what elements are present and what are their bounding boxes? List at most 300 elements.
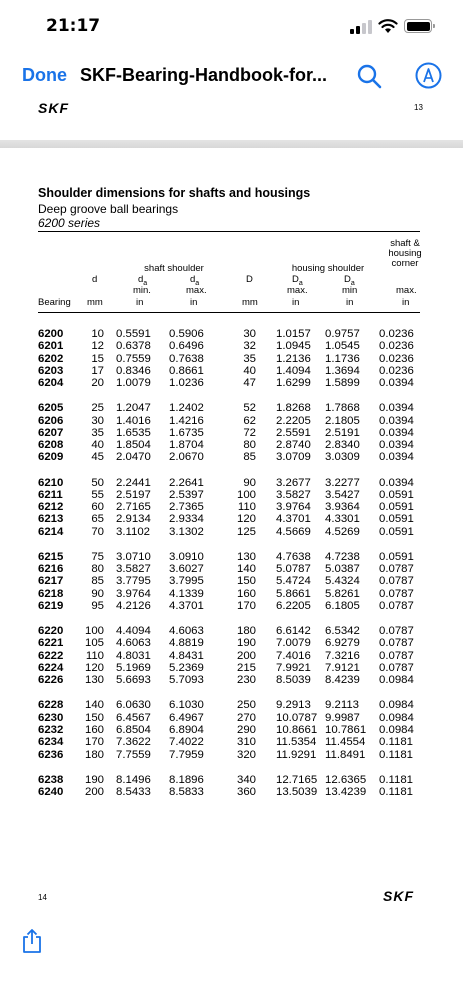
cell-shaft-da-max: 1.8704 <box>169 439 204 452</box>
cell-bore-d: 45 <box>91 451 104 464</box>
header-unit-in: in <box>402 297 410 308</box>
cell-shaft-da-min: 1.0079 <box>116 377 151 390</box>
cell-housing-Da-min: 2.8340 <box>325 439 360 452</box>
cell-housing-Da-max: 10.8661 <box>276 724 318 736</box>
cell-housing-Da-min: 11.4554 <box>325 736 366 749</box>
cell-bearing: 6213 <box>38 513 64 526</box>
skf-logo: SKF <box>383 888 414 904</box>
cell-outer-D: 110 <box>237 501 256 514</box>
cell-outer-D: 190 <box>236 637 256 650</box>
table-row <box>38 365 420 377</box>
table-row <box>38 353 420 365</box>
cell-housing-Da-min: 4.5269 <box>325 525 360 538</box>
table-row <box>38 588 420 600</box>
cell-housing-Da-max: 1.0945 <box>276 340 311 353</box>
table-row <box>38 774 420 786</box>
cell-housing-Da-max: 6.2205 <box>276 600 311 613</box>
cell-bore-d: 190 <box>84 773 104 786</box>
nav-bar <box>0 50 463 100</box>
cell-bore-d: 65 <box>91 513 104 526</box>
page-number: 14 <box>38 893 47 902</box>
cell-outer-D: 215 <box>236 662 256 675</box>
header-unit-mm: mm <box>87 297 103 308</box>
header-sub: a <box>350 279 355 287</box>
cell-bearing: 6219 <box>38 600 64 613</box>
pdf-page <box>0 148 463 920</box>
cell-shaft-da-max: 8.5833 <box>169 785 204 798</box>
cell-corner-max: 0.1181 <box>379 785 413 798</box>
cell-shaft-da-max: 6.8904 <box>169 724 204 736</box>
cell-outer-D: 180 <box>236 625 256 638</box>
cell-corner-max: 0.0984 <box>379 674 414 687</box>
cell-bore-d: 110 <box>85 649 104 662</box>
cell-shaft-da-min: 1.4016 <box>116 414 151 427</box>
cell-shaft-da-min: 4.6063 <box>116 637 151 650</box>
cell-housing-Da-min: 1.0545 <box>325 340 360 353</box>
cell-outer-D: 40 <box>243 364 256 377</box>
page-number: 13 <box>414 103 423 112</box>
page-divider <box>0 140 463 148</box>
table-row <box>38 563 420 575</box>
cell-housing-Da-max: 1.6299 <box>276 377 311 390</box>
wifi-icon <box>378 18 398 34</box>
cell-shaft-da-min: 3.1102 <box>116 525 150 538</box>
cell-housing-Da-max: 2.2205 <box>276 414 311 427</box>
cell-bore-d: 80 <box>91 563 104 576</box>
cell-corner-max: 0.0787 <box>379 637 414 650</box>
cellular-signal-icon <box>350 20 372 34</box>
cell-housing-Da-max: 1.8268 <box>276 402 311 415</box>
cell-bore-d: 55 <box>91 488 104 501</box>
cell-shaft-da-max: 7.4022 <box>169 736 204 749</box>
cell-housing-Da-min: 3.9364 <box>325 501 360 514</box>
cell-shaft-da-max: 5.7093 <box>169 674 204 687</box>
done-button[interactable]: Done <box>22 65 67 85</box>
cell-corner-max: 0.0787 <box>379 625 414 638</box>
table-group <box>38 328 420 389</box>
series-label: 6200 series <box>38 216 101 230</box>
cell-housing-Da-max: 4.5669 <box>276 525 311 538</box>
cell-corner-max: 0.0591 <box>379 525 414 538</box>
cell-housing-Da-min: 3.2277 <box>325 476 360 489</box>
header-shaft-shoulder: shaft shoulder <box>144 263 204 274</box>
cell-bearing: 6208 <box>38 439 64 452</box>
cell-housing-Da-max: 7.4016 <box>276 649 311 662</box>
cell-corner-max: 0.0394 <box>379 476 414 489</box>
header-text: d <box>138 274 144 285</box>
share-icon[interactable] <box>20 928 44 954</box>
cell-outer-D: 100 <box>236 488 256 501</box>
cell-bore-d: 15 <box>91 352 104 365</box>
header-text: D <box>344 274 351 285</box>
cell-bore-d: 105 <box>84 637 104 650</box>
cell-shaft-da-min: 5.6693 <box>116 674 151 687</box>
cell-shaft-da-min: 1.8504 <box>116 439 151 452</box>
cell-bore-d: 130 <box>84 674 104 687</box>
cell-shaft-da-min: 0.7559 <box>116 352 151 365</box>
cell-bore-d: 150 <box>84 711 104 724</box>
cell-shaft-da-min: 2.2441 <box>116 476 151 489</box>
cell-bearing: 6232 <box>38 724 64 736</box>
cell-shaft-da-min: 7.3622 <box>116 736 151 749</box>
cell-bore-d: 100 <box>84 625 104 638</box>
cell-shaft-da-min: 4.8031 <box>116 649 151 662</box>
cell-bearing: 6204 <box>38 377 64 390</box>
table-group <box>38 402 420 463</box>
header-unit-in: in <box>190 297 198 308</box>
cell-outer-D: 360 <box>236 785 256 798</box>
dimensions-table <box>38 328 420 811</box>
cell-housing-Da-max: 3.5827 <box>276 488 311 501</box>
header-unit-in: in <box>346 297 354 308</box>
cell-housing-Da-max: 5.0787 <box>276 563 311 576</box>
header-text: corner <box>391 258 419 269</box>
cell-shaft-da-min: 6.4567 <box>116 711 151 724</box>
cell-bearing: 6220 <box>38 625 64 638</box>
cell-shaft-da-max: 3.1302 <box>169 525 204 538</box>
cell-corner-max: 0.0591 <box>379 550 414 563</box>
table-row <box>38 501 420 513</box>
cell-housing-Da-min: 1.7868 <box>325 402 360 415</box>
cell-corner-max: 0.0236 <box>379 352 414 365</box>
cell-housing-Da-min: 9.2113 <box>325 699 359 712</box>
cell-bearing: 6226 <box>38 674 64 687</box>
cell-shaft-da-max: 4.1339 <box>169 587 204 600</box>
header-corner <box>380 239 430 269</box>
cell-shaft-da-min: 3.9764 <box>116 587 151 600</box>
cell-shaft-da-max: 2.7365 <box>169 501 204 514</box>
cell-outer-D: 140 <box>236 563 256 576</box>
header-unit-mm: mm <box>242 297 258 308</box>
cell-bearing: 6201 <box>38 340 64 353</box>
cell-bearing: 6217 <box>38 575 64 588</box>
cell-shaft-da-max: 4.8819 <box>169 637 204 650</box>
cell-outer-D: 160 <box>236 587 256 600</box>
page-subtitle: Deep groove ball bearings <box>38 202 179 216</box>
cell-shaft-da-max: 6.1030 <box>169 699 204 712</box>
table-row <box>38 625 420 637</box>
cell-corner-max: 0.0787 <box>379 575 414 588</box>
table-row <box>38 699 420 711</box>
cell-shaft-da-min: 8.1496 <box>116 773 151 786</box>
cell-housing-Da-min: 6.1805 <box>325 600 360 613</box>
cell-outer-D: 270 <box>236 711 256 724</box>
table-row <box>38 736 420 748</box>
cell-shaft-da-max: 1.6735 <box>169 426 204 439</box>
cell-shaft-da-min: 7.7559 <box>116 748 151 761</box>
cell-bearing: 6234 <box>38 736 64 749</box>
cell-housing-Da-max: 8.5039 <box>276 674 311 687</box>
cell-shaft-da-max: 8.1896 <box>169 773 204 786</box>
cell-housing-Da-min: 5.4324 <box>325 575 360 588</box>
cell-housing-Da-min: 1.1736 <box>325 352 360 365</box>
cell-bearing: 6230 <box>38 711 64 724</box>
cell-shaft-da-min: 1.2047 <box>116 402 151 415</box>
header-housing-shoulder: housing shoulder <box>291 263 365 274</box>
cell-bore-d: 60 <box>91 501 104 514</box>
cell-bore-d: 40 <box>91 439 104 452</box>
cell-shaft-da-max: 1.4216 <box>169 414 204 427</box>
header-text: shaft & <box>390 238 420 249</box>
cell-bore-d: 170 <box>84 736 104 749</box>
cell-shaft-da-max: 3.6027 <box>169 563 204 576</box>
cell-shaft-da-min: 4.4094 <box>116 625 151 638</box>
cell-housing-Da-min: 8.4239 <box>325 674 360 687</box>
cell-housing-Da-max: 1.4094 <box>276 364 311 377</box>
header-sub: a <box>195 279 200 287</box>
cell-corner-max: 0.0984 <box>379 699 414 712</box>
header-text: d <box>190 274 196 285</box>
header-unit-in: in <box>136 297 144 308</box>
cell-housing-Da-max: 3.0709 <box>276 451 311 464</box>
markup-pen-icon[interactable] <box>415 62 442 89</box>
cell-outer-D: 200 <box>236 649 256 662</box>
cell-shaft-da-min: 0.8346 <box>116 364 151 377</box>
cell-corner-max: 0.0591 <box>379 501 414 514</box>
cell-housing-Da-max: 7.9921 <box>276 662 311 675</box>
table-group <box>38 774 420 799</box>
cell-corner-max: 0.0787 <box>379 662 414 675</box>
header-text: D <box>292 274 299 285</box>
table-row <box>38 526 420 538</box>
header-max: max. <box>186 285 207 296</box>
cell-bearing: 6236 <box>38 748 64 761</box>
cell-housing-Da-max: 1.0157 <box>276 328 311 340</box>
cell-bore-d: 20 <box>91 377 104 390</box>
table-row <box>38 712 420 724</box>
cell-housing-Da-min: 10.7861 <box>325 724 367 736</box>
cell-outer-D: 32 <box>243 340 256 353</box>
table-row <box>38 600 420 612</box>
table-row <box>38 489 420 501</box>
cell-corner-max: 0.0236 <box>379 328 414 340</box>
cell-bore-d: 85 <box>91 575 104 588</box>
cell-corner-max: 0.0394 <box>379 439 414 452</box>
cell-outer-D: 62 <box>243 414 256 427</box>
cell-shaft-da-max: 0.6496 <box>169 340 204 353</box>
cell-housing-Da-max: 13.5039 <box>276 785 318 798</box>
header-min: min. <box>133 285 151 296</box>
cell-bore-d: 120 <box>84 662 104 675</box>
cell-housing-Da-max: 10.0787 <box>276 711 318 724</box>
header-sub: a <box>143 279 148 287</box>
table-row <box>38 786 420 798</box>
cell-outer-D: 47 <box>243 377 256 390</box>
table-row <box>38 650 420 662</box>
cell-shaft-da-max: 0.5906 <box>169 328 204 340</box>
cell-shaft-da-max: 2.2641 <box>169 476 204 489</box>
cell-corner-max: 0.0394 <box>379 377 414 390</box>
cell-shaft-da-min: 3.5827 <box>116 563 151 576</box>
cell-shaft-da-max: 5.2369 <box>169 662 204 675</box>
cell-housing-Da-min: 5.0387 <box>325 563 360 576</box>
cell-housing-Da-max: 3.9764 <box>276 501 311 514</box>
cell-outer-D: 80 <box>243 439 256 452</box>
cell-shaft-da-min: 8.5433 <box>116 785 151 798</box>
cell-bearing: 6221 <box>38 637 64 650</box>
cell-housing-Da-max: 1.2136 <box>276 352 311 365</box>
cell-housing-Da-min: 5.8261 <box>325 587 360 600</box>
cell-housing-Da-min: 0.9757 <box>325 328 360 340</box>
cell-outer-D: 52 <box>243 402 256 415</box>
cell-corner-max: 0.0591 <box>379 488 414 501</box>
header-bottom-rule <box>38 312 420 313</box>
cell-shaft-da-max: 3.7995 <box>169 575 204 588</box>
bottom-toolbar <box>0 920 463 1000</box>
table-row <box>38 513 420 525</box>
cell-bearing: 6222 <box>38 649 64 662</box>
cell-bore-d: 17 <box>91 364 104 377</box>
header-max3: max. <box>396 285 417 296</box>
cell-housing-Da-min: 7.3216 <box>325 649 360 662</box>
cell-corner-max: 0.0787 <box>379 600 414 613</box>
cell-outer-D: 150 <box>236 575 256 588</box>
cell-outer-D: 320 <box>236 748 256 761</box>
table-group <box>38 699 420 760</box>
table-row <box>38 340 420 352</box>
status-time: 21:17 <box>46 16 101 36</box>
previous-page <box>0 100 463 140</box>
cell-housing-Da-max: 9.2913 <box>276 699 311 712</box>
cell-bearing: 6228 <box>38 699 64 712</box>
cell-housing-Da-min: 13.4239 <box>325 785 367 798</box>
table-row <box>38 427 420 439</box>
cell-corner-max: 0.1181 <box>379 748 413 761</box>
cell-shaft-da-max: 7.7959 <box>169 748 204 761</box>
cell-outer-D: 120 <box>236 513 256 526</box>
search-icon[interactable] <box>356 63 382 89</box>
cell-housing-Da-min: 12.6365 <box>325 773 367 786</box>
table-row <box>38 637 420 649</box>
cell-outer-D: 290 <box>236 724 256 736</box>
table-group <box>38 477 420 538</box>
cell-outer-D: 250 <box>236 699 256 712</box>
table-row <box>38 662 420 674</box>
cell-corner-max: 0.0394 <box>379 414 414 427</box>
cell-bore-d: 160 <box>84 724 104 736</box>
cell-housing-Da-min: 6.9279 <box>325 637 360 650</box>
battery-icon <box>404 19 432 33</box>
cell-bearing: 6207 <box>38 426 64 439</box>
header-text: housing <box>388 248 422 259</box>
header-sub: a <box>298 279 303 287</box>
table-row <box>38 402 420 414</box>
cell-housing-Da-min: 7.9121 <box>325 662 360 675</box>
cell-shaft-da-min: 2.5197 <box>116 488 151 501</box>
header-unit-in: in <box>292 297 300 308</box>
cell-bearing: 6214 <box>38 525 64 538</box>
table-row <box>38 328 420 340</box>
cell-housing-Da-min: 2.1805 <box>325 414 360 427</box>
cell-bearing: 6216 <box>38 563 64 576</box>
cell-shaft-da-max: 6.4967 <box>169 711 204 724</box>
cell-bore-d: 30 <box>91 414 104 427</box>
cell-bore-d: 200 <box>84 785 104 798</box>
cell-corner-max: 0.0236 <box>379 340 414 353</box>
page-title: Shoulder dimensions for shafts and housings <box>38 186 311 200</box>
cell-corner-max: 0.1181 <box>379 773 413 786</box>
header-d: d <box>92 274 98 285</box>
skf-logo: SKF <box>38 100 69 116</box>
cell-bearing: 6200 <box>38 328 64 340</box>
table-row <box>38 451 420 463</box>
cell-housing-Da-min: 4.7238 <box>325 550 360 563</box>
cell-bearing: 6206 <box>38 414 64 427</box>
table-group <box>38 625 420 686</box>
cell-bearing: 6238 <box>38 773 64 786</box>
cell-shaft-da-min: 1.6535 <box>116 426 151 439</box>
cell-housing-Da-max: 4.7638 <box>276 550 311 563</box>
document-title: SKF-Bearing-Handbook-for... <box>80 65 327 85</box>
cell-shaft-da-min: 0.6378 <box>116 340 151 353</box>
cell-housing-Da-min: 6.5342 <box>325 625 360 638</box>
table-row <box>38 415 420 427</box>
cell-shaft-da-max: 3.0910 <box>169 550 204 563</box>
table-row <box>38 477 420 489</box>
cell-shaft-da-min: 2.7165 <box>116 501 151 514</box>
cell-shaft-da-max: 4.3701 <box>169 600 204 613</box>
cell-outer-D: 170 <box>236 600 256 613</box>
cell-bearing: 6209 <box>38 451 64 464</box>
cell-shaft-da-min: 6.0630 <box>116 699 151 712</box>
cell-corner-max: 0.0394 <box>379 451 414 464</box>
cell-shaft-da-min: 5.1969 <box>116 662 151 675</box>
cell-bearing: 6218 <box>38 587 64 600</box>
cell-corner-max: 0.0984 <box>379 711 414 724</box>
cell-outer-D: 90 <box>243 476 256 489</box>
cell-housing-Da-max: 4.3701 <box>276 513 311 526</box>
cell-shaft-da-max: 0.7638 <box>169 352 204 365</box>
cell-outer-D: 130 <box>236 550 256 563</box>
cell-housing-Da-max: 11.9291 <box>276 748 317 761</box>
cell-housing-Da-min: 11.8491 <box>325 748 366 761</box>
cell-outer-D: 310 <box>236 736 256 749</box>
cell-corner-max: 0.0394 <box>379 402 414 415</box>
cell-corner-max: 0.0591 <box>379 513 414 526</box>
cell-bore-d: 95 <box>91 600 104 613</box>
cell-bearing: 6205 <box>38 402 64 415</box>
cell-bore-d: 35 <box>91 426 104 439</box>
header-min2: min <box>342 285 358 296</box>
table-row <box>38 439 420 451</box>
cell-housing-Da-max: 2.5591 <box>276 426 311 439</box>
cell-bearing: 6210 <box>38 476 64 489</box>
cell-outer-D: 340 <box>236 773 256 786</box>
cell-corner-max: 0.0394 <box>379 426 414 439</box>
cell-outer-D: 72 <box>243 426 256 439</box>
cell-housing-Da-max: 5.8661 <box>276 587 311 600</box>
cell-bore-d: 140 <box>84 699 104 712</box>
cell-housing-Da-min: 3.0309 <box>325 451 360 464</box>
table-row <box>38 575 420 587</box>
cell-bearing: 6203 <box>38 364 64 377</box>
cell-shaft-da-max: 4.6063 <box>169 625 204 638</box>
cell-housing-Da-min: 3.5427 <box>325 488 360 501</box>
cell-outer-D: 35 <box>243 352 256 365</box>
cell-corner-max: 0.0984 <box>379 724 414 736</box>
cell-housing-Da-min: 1.3694 <box>325 364 360 377</box>
cell-housing-Da-max: 11.5354 <box>276 736 317 749</box>
cell-shaft-da-max: 4.8431 <box>169 649 204 662</box>
cell-shaft-da-max: 1.0236 <box>169 377 204 390</box>
cell-bore-d: 10 <box>91 328 104 340</box>
cell-housing-Da-min: 9.9987 <box>325 711 360 724</box>
cell-bearing: 6202 <box>38 352 64 365</box>
cell-shaft-da-min: 4.2126 <box>116 600 151 613</box>
cell-housing-Da-max: 2.8740 <box>276 439 311 452</box>
header-bearing: Bearing <box>38 297 71 308</box>
cell-bearing: 6212 <box>38 501 64 514</box>
